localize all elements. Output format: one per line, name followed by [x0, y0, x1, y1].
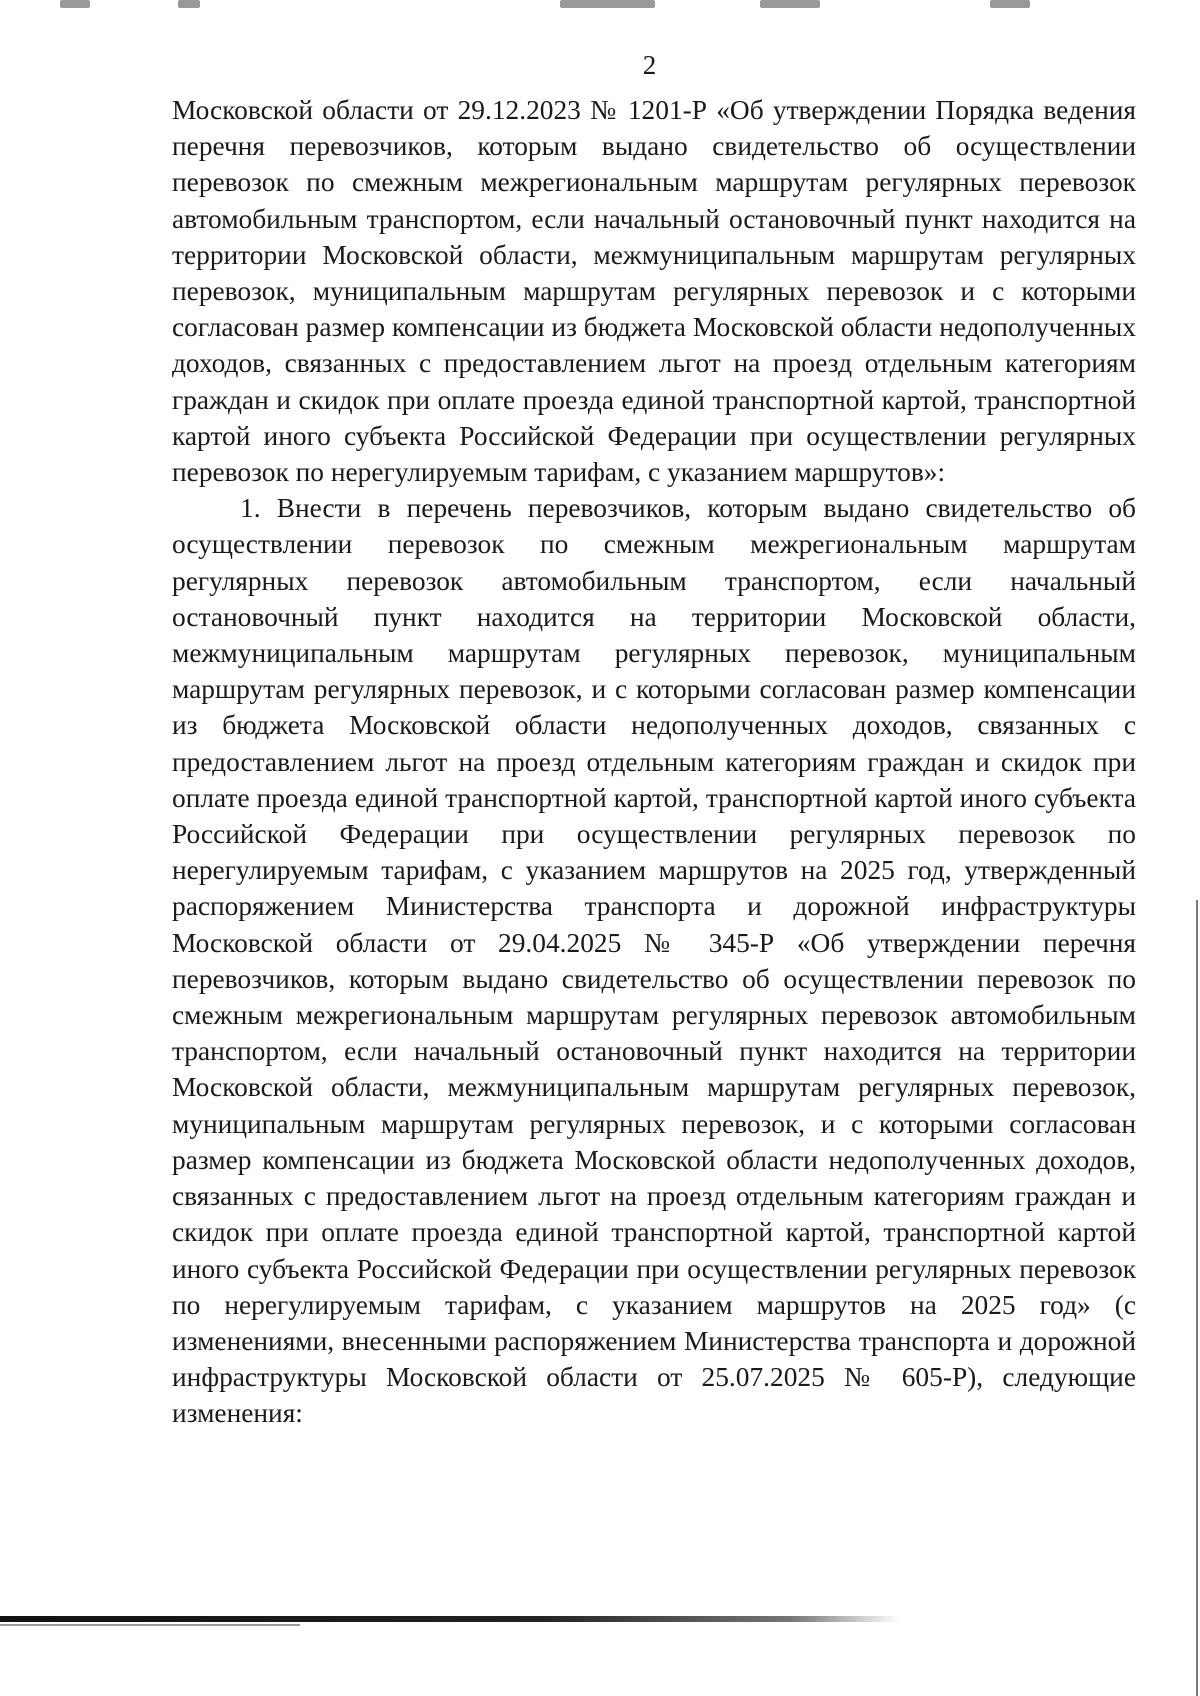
document-body — [172, 92, 1136, 1432]
scan-top-artifacts — [0, 0, 1200, 14]
bottom-scan-rule — [0, 1616, 900, 1622]
item-1-paragraph: 1. Внести в перечень перевозчиков, которым выдано свидетельство об осуществлении перевозок по смежным межрегиональным маршрутам регулярных перевозок автомобильным транспортом, если начальный остановочный пункт находится на территории Московской области, межмуниципальным маршрутам регулярных перевозок, муниципальным маршрутам регулярных перевозок, и с которыми согласован размер компенсации из бюджета Московской области недополученных доходов, связанных с предоставлением льгот на проезд отдельным категориям граждан и скидок при оплате проезда единой транспортной картой, транспортной картой иного субъекта Российской Федерации при осуществлении регулярных перевозок по нерегулируемым тарифам, с указанием маршрутов на 2025 год, утвержденный распоряжением Министерства транспорта и дорожной инфраструктуры Московской области от 29.04.2025 № 345-Р «Об утверждении перечня перевозчиков, которым выдано свидетельство об осуществлении перевозок по смежным межрегиональным маршрутам регулярных перевозок автомобильным транспортом, если начальный остановочный пункт находится на территории Московской области, межмуниципальным маршрутам регулярных перевозок, муниципальным маршрутам регулярных перевозок, и с которыми согласован размер компенсации из бюджета Московской области недополученных доходов, связанных с предоставлением льгот на проезд отдельным категориям граждан и скидок при оплате проезда единой транспортной картой, транспортной картой иного субъекта Российской Федерации при осуществлении регулярных перевозок по нерегулируемым тарифам, с указанием маршрутов на 2025 год» (с изменениями, внесенными распоряжением Министерства транспорта и дорожной инфраструктуры Московской области от 25.07.2025 № 605-Р), следующие изменения: — [172, 493, 1136, 1429]
page-number: 2 — [642, 50, 658, 80]
scan-right-edge — [1196, 900, 1198, 1696]
bottom-scan-rule-thin — [0, 1624, 300, 1626]
intro-paragraph: Московской области от 29.12.2023 № 1201-Р «Об утверждении Порядка ведения перечня перевозчиков, которым выдано свидетельство об осуществлении перевозок по смежным межрегиональным маршрутам регулярных перевозок автомобильным транспортом, если начальный остановочный пункт находится на территории Московской области, межмуниципальным маршрутам регулярных перевозок, муниципальным маршрутам регулярных перевозок и с которыми согласован размер компенсации из бюджета Московской области недополученных доходов, связанных с предоставлением льгот на проезд отдельным категориям граждан и скидок при оплате проезда единой транспортной картой, транспортной картой иного субъекта Российской Федерации при осуществлении регулярных перевозок по нерегулируемым тарифам, с указанием маршрутов»: — [172, 95, 1136, 488]
